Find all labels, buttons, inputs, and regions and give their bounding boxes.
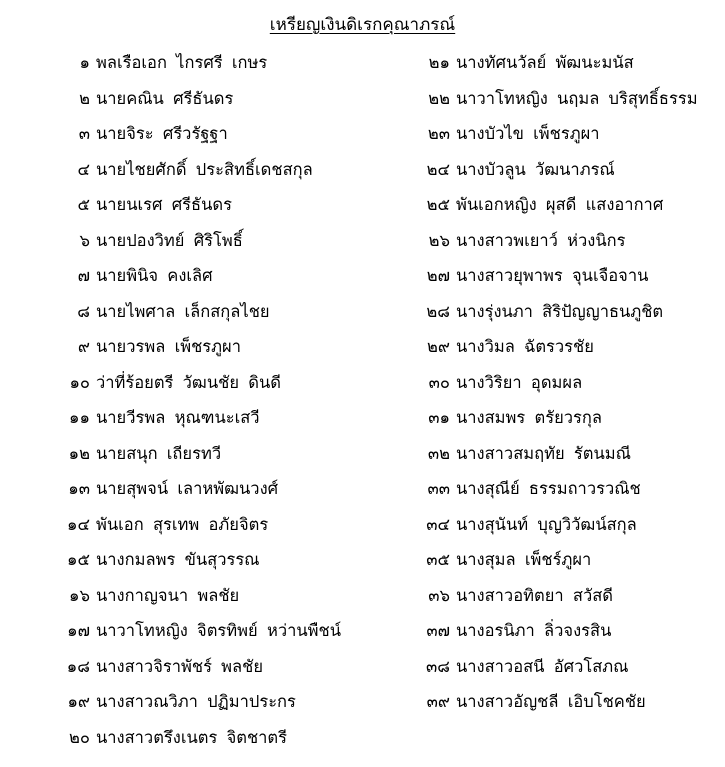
item-number: ๑๔ — [67, 514, 90, 534]
item-number: ๑๕ — [67, 550, 90, 569]
list-item — [54, 84, 341, 120]
item-number: ๓๗ — [426, 621, 450, 640]
honoree-name: นางสุนันท์ บุญวิวัฒน์สกุล — [456, 514, 637, 534]
item-number: ๑๐ — [69, 372, 90, 392]
honoree-name: นายจิระ ศรีวรัฐฐา — [96, 124, 228, 143]
item-number: ๒๔ — [426, 159, 450, 179]
page-title: เหรียญเงินดิเรกคุณาภรณ์ — [269, 15, 456, 35]
item-number: ๑๓ — [68, 479, 90, 498]
list-item — [54, 581, 341, 617]
honoree-name: นายไพศาล เล็กสกุลไชย — [96, 301, 270, 321]
item-number: ๒๙ — [427, 337, 450, 356]
honoree-name: ว่าที่ร้อยตรี วัฒนชัย ดินดี — [96, 372, 281, 392]
list-item — [414, 474, 698, 510]
item-number: ๔ — [77, 159, 90, 179]
list-item — [414, 368, 698, 404]
list-item — [414, 84, 698, 120]
honoree-name: นางสาวพเยาว์ ห่วงนิกร — [456, 230, 626, 250]
item-number: ๒๑ — [428, 53, 450, 72]
item-number: ๑๑ — [69, 408, 90, 427]
item-number: ๓๒ — [427, 443, 450, 463]
list-item — [414, 652, 698, 688]
item-number: ๓ — [78, 124, 90, 143]
item-number: ๒๐ — [69, 727, 90, 747]
item-number: ๑๖ — [69, 585, 90, 605]
list-item — [54, 190, 341, 226]
list-item — [54, 261, 341, 297]
item-number: ๒๖ — [428, 230, 450, 250]
list-item — [414, 581, 698, 617]
item-number: ๓๙ — [426, 692, 450, 711]
item-number: ๒๓ — [427, 124, 450, 143]
honoree-name: นางสาวยุพาพร จุนเจือจาน — [456, 266, 649, 285]
item-number: ๑๒ — [68, 443, 90, 463]
item-number: ๒ — [79, 88, 90, 108]
honoree-name: นาวาโทหญิง จิตรทิพย์ หว่านพืชน์ — [96, 621, 342, 640]
list-item — [54, 474, 341, 510]
item-number: ๓๕ — [426, 550, 450, 569]
honoree-list-left — [54, 48, 341, 758]
honoree-name: นางสมพร ตรัยวรกุล — [456, 408, 603, 427]
list-item — [54, 155, 341, 191]
item-number: ๓๐ — [428, 372, 450, 392]
list-item — [54, 439, 341, 475]
item-number: ๓๓ — [427, 479, 450, 498]
list-item — [54, 723, 341, 759]
item-number: ๕ — [77, 195, 90, 214]
item-number: ๒๕ — [426, 195, 450, 214]
item-number: ๒๘ — [426, 301, 450, 321]
list-item — [54, 545, 341, 581]
honoree-name: นางสาวตรึงเนตร จิตชาตรี — [96, 727, 288, 747]
item-number: ๑๘ — [66, 656, 90, 676]
item-number: ๒๗ — [426, 266, 450, 285]
honoree-name: นางรุ่งนภา สิริปัญญาธนภูชิต — [456, 301, 664, 321]
honoree-name: นางสาวสมฤทัย รัตนมณี — [456, 443, 631, 463]
list-item — [54, 652, 341, 688]
honoree-name: นางสาวณวิภา ปฏิมาประกร — [96, 692, 296, 711]
item-number: ๗ — [77, 266, 90, 285]
list-item — [414, 687, 698, 723]
list-item — [414, 510, 698, 546]
item-number: ๓๘ — [425, 656, 450, 676]
honoree-name: นางกาญจนา พลชัย — [96, 585, 240, 605]
item-number: ๓๑ — [428, 408, 450, 427]
honoree-name: นางวิริยา อุดมผล — [456, 372, 583, 392]
list-item — [414, 403, 698, 439]
honoree-name: นางอรนิภา ลิ่วจงรสิน — [456, 621, 612, 640]
list-item — [54, 119, 341, 155]
honoree-name: นาวาโทหญิง นฤมล บริสุทธิ์ธรรม — [456, 88, 698, 108]
list-item — [54, 368, 341, 404]
item-number: ๑๗ — [67, 621, 90, 640]
honoree-name: นางสุมล เพ็ชร์ภูผา — [456, 550, 592, 569]
honoree-list-right — [414, 48, 698, 723]
honoree-name: นางสาวอสนี อัศวโสภณ — [456, 656, 629, 676]
list-item — [414, 155, 698, 191]
list-item — [414, 226, 698, 262]
list-item — [414, 616, 698, 652]
honoree-name: นางสาวจิราพัชร์ พลชัย — [96, 656, 264, 676]
honoree-name: นายวีรพล หุณฑนะเสวี — [96, 408, 260, 427]
item-number: ๓๖ — [428, 585, 450, 605]
list-item — [414, 119, 698, 155]
list-item — [54, 616, 341, 652]
item-number: ๙ — [77, 337, 90, 356]
honoree-name: พลเรือเอก ไกรศรี เกษร — [96, 53, 268, 72]
list-item — [414, 261, 698, 297]
list-item — [54, 297, 341, 333]
honoree-name: นายวรพล เพ็ชรภูผา — [96, 337, 241, 356]
honoree-name: นายพินิจ คงเลิศ — [96, 266, 213, 285]
list-item — [414, 545, 698, 581]
honoree-name: นางสาวอัญชลี เอิบโชคชัย — [456, 692, 646, 711]
list-item — [54, 332, 341, 368]
honoree-name: นางสุณีย์ ธรรมถาวรวณิช — [456, 479, 641, 498]
honoree-name: นางกมลพร ขันสุวรรณ — [96, 550, 260, 569]
item-number: ๒๒ — [428, 88, 450, 108]
list-item — [414, 190, 698, 226]
list-item — [54, 403, 341, 439]
honoree-name: นายสุพจน์ เลาหพัฒนวงศ์ — [96, 479, 279, 498]
item-number: ๑ — [79, 53, 90, 72]
honoree-name: พันเอก สุรเทพ อภัยจิตร — [96, 514, 269, 534]
honoree-name: นายไชยศักดิ์ ประสิทธิ์เดชสกุล — [96, 159, 313, 179]
honoree-name: นางทัศนวัลย์ พัฒนะมนัส — [456, 53, 634, 72]
list-item — [54, 510, 341, 546]
item-number: ๓๔ — [426, 514, 450, 534]
honoree-name: นายนเรศ ศรีธันดร — [96, 195, 232, 214]
list-item — [54, 48, 341, 84]
list-item — [414, 332, 698, 368]
item-number: ๘ — [77, 301, 90, 321]
honoree-name: นางวิมล ฉัตรวรชัย — [456, 337, 594, 356]
honoree-name: พันเอกหญิง ผุสดี แสงอากาศ — [456, 195, 664, 214]
list-item — [414, 439, 698, 475]
honoree-name: นางบัวลูน วัฒนาภรณ์ — [456, 159, 615, 179]
honoree-name: นายปองวิทย์ ศิริโพธิ์ — [96, 230, 243, 250]
item-number: ๑๙ — [67, 692, 90, 711]
list-item — [54, 687, 341, 723]
honoree-name: นางบัวไข เพ็ชรภูผา — [456, 124, 600, 143]
list-item — [54, 226, 341, 262]
honoree-name: นางสาวอทิตยา สวัสดี — [456, 585, 614, 605]
list-item — [414, 48, 698, 84]
item-number: ๖ — [79, 230, 90, 250]
list-item — [414, 297, 698, 333]
honoree-name: นายสนุก เถียรทวี — [96, 443, 222, 463]
honoree-name: นายคณิน ศรีธันดร — [96, 88, 234, 108]
